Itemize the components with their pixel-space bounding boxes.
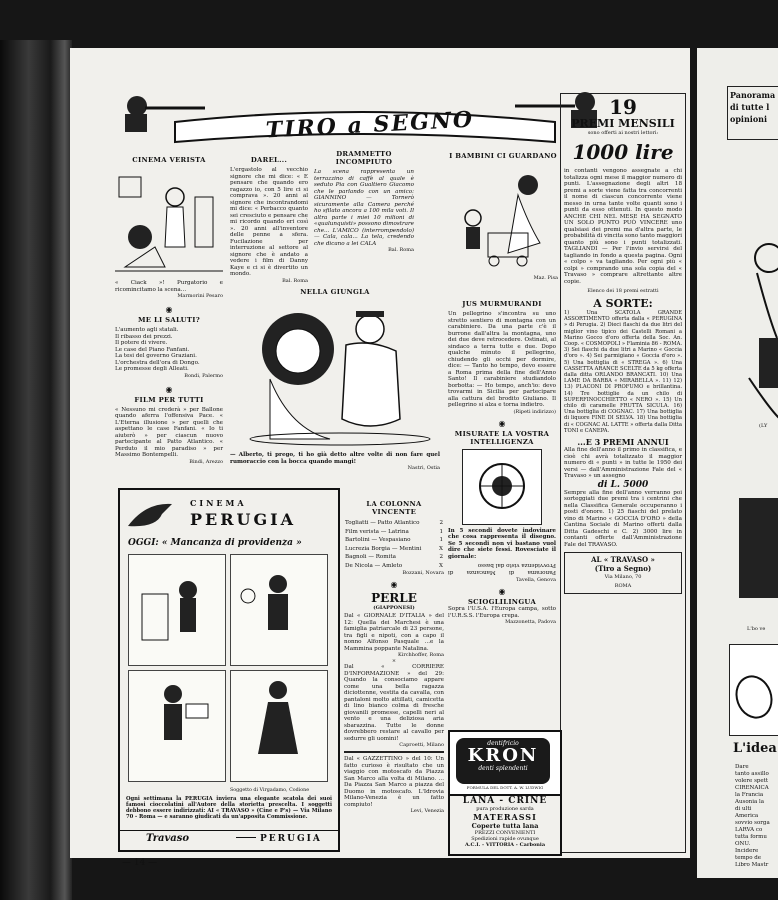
darel-title: DAREL... [250,156,288,164]
column-1 [115,156,223,465]
kron-top-text: dentifricio [487,740,519,747]
panorama-text: Panorama di tutte l opinioni [730,90,776,124]
lana-line: MATERASSI [473,812,537,822]
film-per-tutti-title: FILM PER TUTTI [134,395,204,404]
book-binding-left [0,40,72,900]
nella-giungla [230,288,440,471]
me-li-saluti-signature: Bondi, Palermo [184,372,223,379]
premi-annui-text-2: Sempre alla fine dell'anno verranno poi sorteggiati due premi tra i centrini che nella Classifica Generale occuperanno i posti d'onore. 1) 25 fiaschi del prelato vino di Marino « GOCCIA D'ORO » della Cantina Sociale di Marino offerti dalla Ditta Gadeschi e C. 2) 3000 lire in contanti offerte dall'Amministrazione Fale del TRAVASO. [564,489,682,548]
idea-line: Libro Mastr [735,862,769,868]
nella-giungla-title: NELLA GIUNGLA [300,288,370,296]
address-line: ROMA [614,583,632,590]
adjacent-cartoon [739,178,778,438]
idea-line: Dare [735,764,749,770]
address-line: Via Milano, 70 [604,574,642,581]
jus-title: JUS MURMURANDI [462,300,542,308]
idea-line: sovvio sorga [735,820,770,826]
table-cell: Film verista — Latrina [345,528,409,535]
idea-line: ONU. [735,841,751,847]
premi-1000-lire: 1000 lire [572,140,674,164]
me-li-saluti-title: ME LI SALUTI? [137,316,201,324]
table-cell: 2 [439,554,443,560]
list-item: Le promesse degli Alleati. [115,366,189,372]
kron-ad-panel [456,738,550,784]
banner-title: TIRO a SEGNO [265,106,475,144]
table-cell: X [439,562,443,569]
idea-line: la Francia [735,792,764,798]
perugia-contest-text: Ogni settimana la PERUGIA inviera una elegante scatola dei suoi famosi cioccolatini all'Autore della storietta prescelta. I soggetti debbono essere indirizzati: AI « TRAVASO » (Cine e P's) — Via Milano 70 - Roma — e saranno giudicati da un'apposita Commissione. [126,796,332,820]
perugia-footer [120,830,338,849]
table-cell: X [439,545,443,552]
adjacent-page [697,48,778,878]
perugia-logo-icon [126,498,176,532]
misurate-text: In 5 secondi dovete indovinare che cosa rappresenta il disegno. Se 5 secondi non vi bastano vuol dire che siete fessi. Rovesciate il giornale: [448,527,556,560]
premi-sorte-title: A SORTE: [593,297,653,310]
perle-signature-3: Levi, Venezia [410,808,444,814]
premi-annui-title: ...E 3 PREMI ANNUI [577,437,669,448]
darel-signature: Bal. Roma [282,277,308,284]
column-4 [448,152,558,281]
me-li-saluti-list [115,327,223,373]
lana-crine-ad [448,794,562,856]
drammetto-title: DRAMMETTO INCOMPIUTO [335,150,393,166]
table-cell: 1 [439,528,443,535]
lana-line: PREZZI CONVENIENTI [474,830,536,836]
perle-text-1: Dal « GIORNALE D'ITALIA » del 12: Quella dei Marchesi è una famiglia patriarcale di 23 persone, tra figli e nipoti, con a capo il nonno Alfonso Pasquale ...e la Mammina poppante Natalina. [344,613,444,652]
divider-ornament-icon: ◉ [390,580,398,589]
perle-separator: × [391,658,397,664]
premi-5000-lire: di L. 5000 [597,479,649,490]
list-item: L'orchestra dell'ora di Dongo. [115,359,200,366]
misurate-reversed-answer: Panorama di Mancanza di Provvidenza visto dal basso [448,562,556,575]
table-row [344,519,444,528]
adjacent-caption-ly: (LY [759,423,768,429]
premi-mensili-box [560,93,686,853]
table-cell: Togliatti — Patto Atlantico [345,520,420,526]
list-item: L'aumento agli statali. [115,327,179,333]
travaso-logo-text: Travaso [146,833,190,844]
premi-elenco: Elenco dei 18 premi estratti [587,288,659,294]
perle-text-2: Dal « CORRIERE D'INFORMAZIONE » del 29: Quando la consociamo appare come una bella ragazza diciottenne, vestita da cavalla, con pantaloni molto attillati, camicetta di lino bianco colma di fresche giovanili promesse, capelli neri al vento e una deliziosa aria sbarazzina. Tutte le donne dovrebbero restare al cavallo per sedurre gli uomini! [344,664,444,742]
perle-signature-2: Caproetti, Milano [399,742,444,748]
table-cell: 1 [439,537,443,543]
premi-title: PREMI MENSILI [571,117,675,130]
comic-drawings [128,554,328,784]
drammetto-text: La scena rappresenta un terrazzino di caffè al quale è seduto Pia con Gualtiero Giacomo che le parlando con un amico: GIANNINO — Tornerò sicuramente alla Camera perché ho sfilato ancora a 100 mila voti. Il altra parte i miei 10 milioni di «qualunquisti» possono dimostrare che... L'AMICO (interrompendolo) — Cala, cala... La tela, credendo che dicano a lei CALA [314,169,414,247]
kron-tagline: denti splendenti [478,765,528,772]
colonna-table [344,519,444,570]
misurate-title: MISURATE LA VOSTRA INTELLIGENZA [454,429,550,446]
kron-formula-text: FORMULA DEL DOTT. A. W. LUDWIG [466,785,544,790]
perle-subtitle: (GIAPPONESI) [373,605,415,611]
perugia-name: PERUGIA [190,510,297,529]
column-2 [230,156,308,284]
perle-signature-1: Kirchhoffer, Roma [397,652,444,658]
cinema-verista-signature: Marmorini Pesaro [177,293,223,299]
table-cell: 2 [439,520,443,526]
adjacent-idea-title: L'idea [733,741,777,756]
divider-ornament-icon: ◉ [498,587,506,596]
cinema-perugia-box [118,488,340,852]
jus-murmurandi [448,300,556,625]
table-row [344,562,444,571]
table-cell: Bartolini — Vespasiano [345,537,411,543]
panorama-box [727,86,778,140]
darel-text: L'ergastolo al vecchio signore che mi dice: « E pensare che quando ero ragazzo io, con 5 lire ci si comprava ». 20 anni al signore che incontrandomi mi dice: « Perbacco quanto sei cresciuto e pensare che mi ricordo quando eri così ». 20 anni all'inventore delle penne a sfera. Fucilazione per interruzione al settore al signore che è andato a vedere i film di Danny Kaye e ci si è divertito un mondo. [230,167,308,277]
adjacent-ad-box [729,644,778,736]
cinema-verista-caption: « Ciack »! Purgatorio e ricomincitamo la scena... [115,280,223,293]
idea-line: LARVA co [735,827,763,833]
film-per-tutti-text: « Nessuno mi crederà » per Ballone quando aferra l'offensiva Pace. « L'Eterna illusione » per quelli che aspettano le case Fanfani. « Io ti aiuterò » per ciascun nuovo partecipante al Patto Atlantico. « Perduto il mio paradiso » per Massimo Bontempelli. [115,406,223,458]
lana-line: Spedizioni rapide ovunque [471,836,539,842]
table-row [344,536,444,545]
idea-line: CIRENAICA [735,785,769,791]
list-item: La tesi del governo Graziani. [115,353,197,359]
page-number: — 14 — [122,858,158,868]
list-item: Il potere di vivere. [115,340,168,346]
perle-text-3: Dal « GAZZETTINO » del 10: Un fatto curioso è risultato che un viaggio con motoscafo da Piazza San Marco alla volta di Milano. ... Da Piazza San Marco a piazza del Duomo in motoscafo. L'Idrovia Milano-Venezia è un fatto compiuto! [344,756,444,808]
kron-ad [448,730,562,796]
idea-line: Incidere [735,848,759,854]
divider-ornament-icon: ◉ [498,418,506,428]
table-row [344,553,444,562]
cinema-label: CINEMA [190,498,247,508]
misurate-signature: Tavella, Genova [515,577,556,583]
perugia-footer-name: PERUGIA [260,834,322,844]
table-cell: De Nicola — Amleto [345,562,403,569]
scioglilingua-signature: Mazzonetta, Padova [505,619,556,625]
nella-giungla-signature: Nastri, Ostia [407,465,440,471]
table-row [344,545,444,554]
lana-line: pura produzione sarda [476,806,534,812]
jus-signature: (Ripeti indirizzo) [513,408,556,415]
premi-sorte-list: 1) Una SCATOLA GRANDE ASSORTIMENTO offerta dalla « PERUGINA » di Perugia. 2) Dieci flaschi da due litri del miglior vino tipico dei Castelli Romani a Marino Gocco d'oro offerta della Soc. An. Coop. « COSMOPOLI » Flaminia 86 - ROMA. 3) Sei flaschi da due litri a Marino « Goccia d'oro ». 4) Sei parmigiano « Goccia d'oro ». 5) Una bottiglia di « STREGA ». 6) Una CASSETTA ARANCE SCELTE da 5 kg offerta dalla ditta ORLANDO BRANCATI. 10) Una LAME DA BARBA « MIRABELLA ». 11) 12) 13) PLACONI DI PROFUMO e brillantina. 14) Tre bottiglie da un chilo di SUPERFINOCCHIETTO « NERO ». 15) Un chilo di caramelle FRUTTA SICULA. 16) Una bottiglia di COGNAC. 17) Una bottiglia di liquore FINE DI SELVA. 18) Una bottiglia di « COGNAC AL LATTE » offerta dalla Ditta TONI e CANEPA. [564,310,682,434]
column-3 [314,150,414,253]
perugia-comic-strip [128,554,328,784]
scioglilingua-text: Sopra l'U.S.A. l'Europa campa, sotto l'U.R.S.S. l'Europa crepa. [448,606,556,619]
divider-ornament-icon: ◉ [165,305,173,314]
nella-giungla-cartoon [230,299,440,449]
idea-line: tempo de [735,855,762,861]
premi-annui-text: Alla fine dell'anno il primo in classifica, e cioè chi avrà totalizzato il maggior numero di « punti » in tutte le 1950 dei versi — dall'Amministrazione Fale del « Travaso » un assegno [564,447,682,480]
jus-text: Un pellegrino s'incontra su uno stretto sentiero di montagna con un carabiniere. Da una parte c'è il burrone dall'altra la montagna, uno dei due deve retrocedere. Ostinati, al sindaco a terra tutte e due. Dopo qualche minuto il pellegrino, chiudendo gli occhi per dormire, dice: — Tanto ho tempo, devo essere a Roma prima della fine dell'Anno Santo! Il carabiniere studiandolo borbotta: — Ho tempo, anch'io: devo trovarmi in Sicilia per partecipare alla cattura del brodito Giuliano. Il pellegrino si alza e torna indietro. [448,311,556,408]
table-cell: Bagnoli — Romita [345,554,396,560]
puzzle-drawing [463,450,541,522]
perugia-oggi-title: OGGI: « Mancanza di providenza » [128,538,302,548]
address-line: (Tiro a Segno) [594,564,652,574]
table-row [344,528,444,537]
premi-number: 19 [609,95,637,119]
colonna-vincente [344,500,444,814]
lana-line: Coperte tutta lana [471,822,539,830]
lana-line: A.C.I. - VITTORIA - Carbonia [464,842,546,848]
misurate-puzzle-drawing [462,449,542,525]
idea-line: volere spett [735,778,769,784]
table-cell: Lucrezia Borgia — Mentini [345,545,422,552]
bambini-signature: Maz. Pisa [533,275,558,281]
premi-rules-text: in contanti vengono assegnate a chi totalizza ogni mese il maggior numero di punti. L'assegnazione degli altri 18 premi a sorte viene fatta tra concorrenti il nome di ciascun concorrente viene messo in urna tante volte quanti sono i punti da esso ottenuti. In questo modo ANCHE CHI NEL MESE HA SEGNATO UN SOLO PUNTO PUÒ VINCERE uno qualsiasi dei premi ma d'altra parte, le probabilità di vincita sono tanto maggiori quanto più sono i punti totalizzati. TAGLIANDI — Per l'invio servirsi del tagliando in fondo a questa pagina. Ogni « colpo » va tagliando. Per ogni più « colpi » comprando una sola copia del « Travaso » comprare altrettante altre copie. [564,168,682,285]
film-per-tutti-signature: Bindi, Arezzo [189,458,223,465]
nella-giungla-caption: — Alberto, ti prego, ti ho già detto altre volte di non fare quel rumoraccio con la bocca quando mangi! [230,452,440,465]
premi-address-box [564,552,682,594]
drammetto-signature: Bal. Roma [388,247,414,253]
tiro-a-segno-banner [115,84,605,150]
bambini-title: I BAMBINI CI GUARDANO [449,152,557,160]
idea-line: Ausonia la [735,799,765,805]
section-rule [344,751,444,753]
list-item: Il ribasso dei prezzi. [115,333,173,340]
adjacent-caption-lbo: L'bo ve [747,626,766,632]
lana-title: LANA - CRINE [462,796,548,806]
bambini-cartoon [448,163,558,275]
colonna-signature: Bozzani, Novara [402,570,444,576]
colonna-title: LA COLONNA VINCENTE [366,500,422,516]
footer-rule [236,837,256,838]
list-item: Le case del Piano Fanfani. [115,346,190,353]
cinema-verista-cartoon [115,167,223,277]
idea-line: tanto assillo [735,771,769,777]
address-line: AL « TRAVASO » [591,555,655,565]
newspaper-page [70,48,690,868]
divider-ornament-icon: ◉ [165,384,173,394]
perugia-subject-credit: Soggetto di Virgadamo, Codione [230,788,310,793]
cinema-verista-title: CINEMA VERISTA [132,156,206,164]
idea-line: America [735,813,759,819]
idea-line: tutta formu [735,834,767,840]
scioglilingua-title: SCIOGLILINGUA [467,598,537,606]
kron-brand: KRON [467,745,539,766]
adjacent-photo [739,498,778,598]
premi-subtitle: sono offerti ai nostri lettori: [587,130,659,136]
adjacent-idea-text [735,764,770,869]
perle-title: PERLE [371,591,417,605]
idea-line: di ulti [735,806,752,812]
